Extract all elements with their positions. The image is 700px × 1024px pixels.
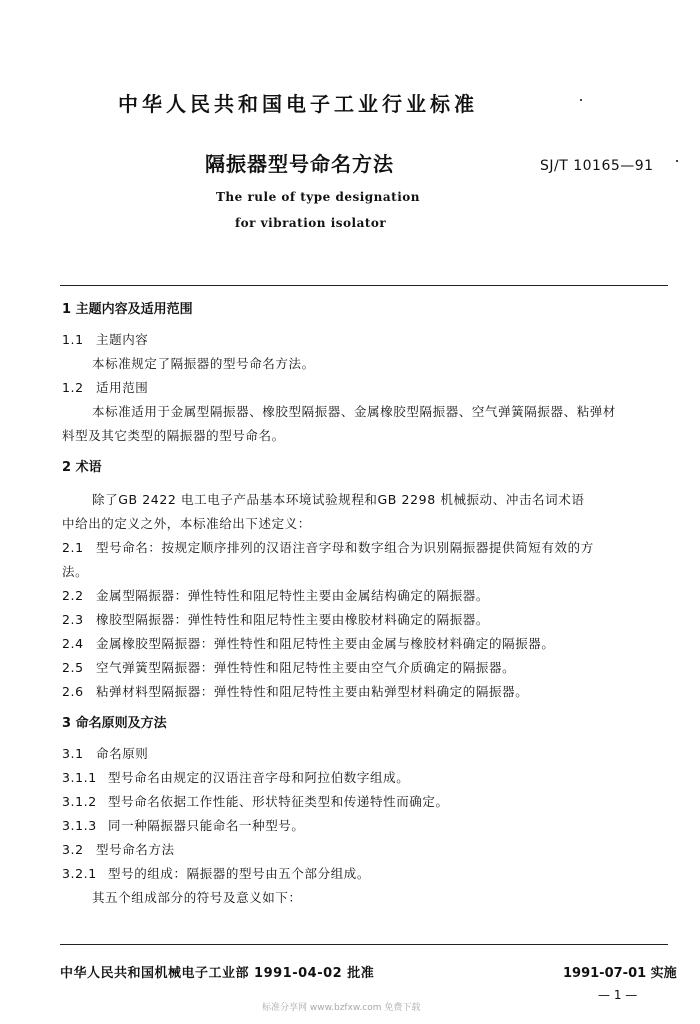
- clause-number: 2.4: [62, 636, 84, 651]
- clause-3-1-1: [62, 768, 409, 786]
- section-3-heading: 3 命名原则及方法: [62, 716, 167, 731]
- clause-1-2-text-line2: 料型及其它类型的隔振器的型号命名。: [62, 428, 285, 443]
- clause-text: 型号命名依据工作性能、形状特征类型和传递特性而确定。: [108, 794, 449, 809]
- clause-1-1-text: 本标准规定了隔振器的型号命名方法。: [92, 356, 315, 371]
- clause-3-2-1-subtext: 其五个组成部分的符号及意义如下：: [92, 890, 302, 905]
- clause-number: 2.2: [62, 588, 84, 603]
- english-title-line2: for vibration isolator: [235, 216, 387, 230]
- clause-number: 1.2: [62, 380, 84, 395]
- clause-1-1: [62, 330, 148, 348]
- page-number: — 1 —: [598, 988, 638, 1002]
- english-title-line1: The rule of type designation: [216, 190, 421, 204]
- clause-text: 型号的组成：隔振器的型号由五个部分组成。: [108, 866, 371, 881]
- section-2-intro-line2: 中给出的定义之外，本标准给出下述定义：: [62, 516, 311, 531]
- section-2-heading: 2 术语: [62, 460, 102, 475]
- clause-3-2: [62, 840, 175, 858]
- scan-speck: [580, 99, 582, 101]
- clause-number: 3.2: [62, 842, 84, 857]
- clause-title: 适用范围: [96, 380, 149, 395]
- clause-3-1: [62, 744, 148, 762]
- clause-number: 2.5: [62, 660, 84, 675]
- watermark: 标准分享网 www.bzfxw.com 免费下载: [262, 1003, 421, 1013]
- clause-text: 型号命名由规定的汉语注音字母和阿拉伯数字组成。: [108, 770, 410, 785]
- clause-text: 同一种隔振器只能命名一种型号。: [108, 818, 305, 833]
- clause-text: 金属型隔振器：弹性特性和阻尼特性主要由金属结构确定的隔振器。: [96, 588, 490, 603]
- clause-2-3: [62, 610, 489, 628]
- clause-number: 3.1: [62, 746, 84, 761]
- clause-2-6: [62, 682, 528, 700]
- scan-speck: [676, 160, 678, 162]
- clause-number: 1.1: [62, 332, 84, 347]
- clause-2-4: [62, 634, 555, 652]
- clause-number: 2.6: [62, 684, 84, 699]
- clause-3-1-2: [62, 792, 449, 810]
- clause-text: 空气弹簧型隔振器：弹性特性和阻尼特性主要由空气介质确定的隔振器。: [96, 660, 516, 675]
- clause-2-2: [62, 586, 489, 604]
- clause-3-2-1: [62, 864, 370, 882]
- approval-line: 中华人民共和国机械电子工业部 1991-04-02 批准: [60, 966, 375, 981]
- header-divider: [60, 285, 668, 286]
- document-title: 隔振器型号命名方法: [205, 152, 394, 176]
- clause-1-2: [62, 378, 148, 396]
- clause-2-5: [62, 658, 515, 676]
- clause-1-2-text-line1: 本标准适用于金属型隔振器、橡胶型隔振器、金属橡胶型隔振器、空气弹簧隔振器、粘弹材: [92, 404, 617, 419]
- clause-title: 型号命名方法: [96, 842, 175, 857]
- clause-number: 3.2.1: [62, 866, 97, 881]
- clause-2-1-text-line2: 法。: [62, 564, 89, 579]
- implementation-date: 1991-07-01 实施: [563, 966, 677, 981]
- standard-code: SJ/T 10165—91: [540, 158, 654, 174]
- clause-number: 2.1: [62, 540, 84, 555]
- clause-number: 2.3: [62, 612, 84, 627]
- clause-number: 3.1.3: [62, 818, 97, 833]
- clause-number: 3.1.2: [62, 794, 97, 809]
- clause-title: 主题内容: [96, 332, 149, 347]
- section-1-heading: 1 主题内容及适用范围: [62, 302, 193, 317]
- clause-2-1: [62, 538, 594, 556]
- section-2-intro-line1: 除了GB 2422 电工电子产品基本环境试验规程和GB 2298 机械振动、冲击名词术语: [92, 492, 585, 507]
- clause-text: 粘弹材料型隔振器：弹性特性和阻尼特性主要由粘弹型材料确定的隔振器。: [96, 684, 529, 699]
- clause-3-1-3: [62, 816, 305, 834]
- clause-text: 型号命名：按规定顺序排列的汉语注音字母和数字组合为识别隔振器提供简短有效的方: [96, 540, 594, 555]
- footer-divider: [60, 944, 668, 945]
- clause-title: 命名原则: [96, 746, 149, 761]
- clause-text: 橡胶型隔振器：弹性特性和阻尼特性主要由橡胶材料确定的隔振器。: [96, 612, 490, 627]
- clause-text: 金属橡胶型隔振器：弹性特性和阻尼特性主要由金属与橡胶材料确定的隔振器。: [96, 636, 555, 651]
- clause-number: 3.1.1: [62, 770, 97, 785]
- standard-header: 中华人民共和国电子工业行业标准: [118, 92, 478, 116]
